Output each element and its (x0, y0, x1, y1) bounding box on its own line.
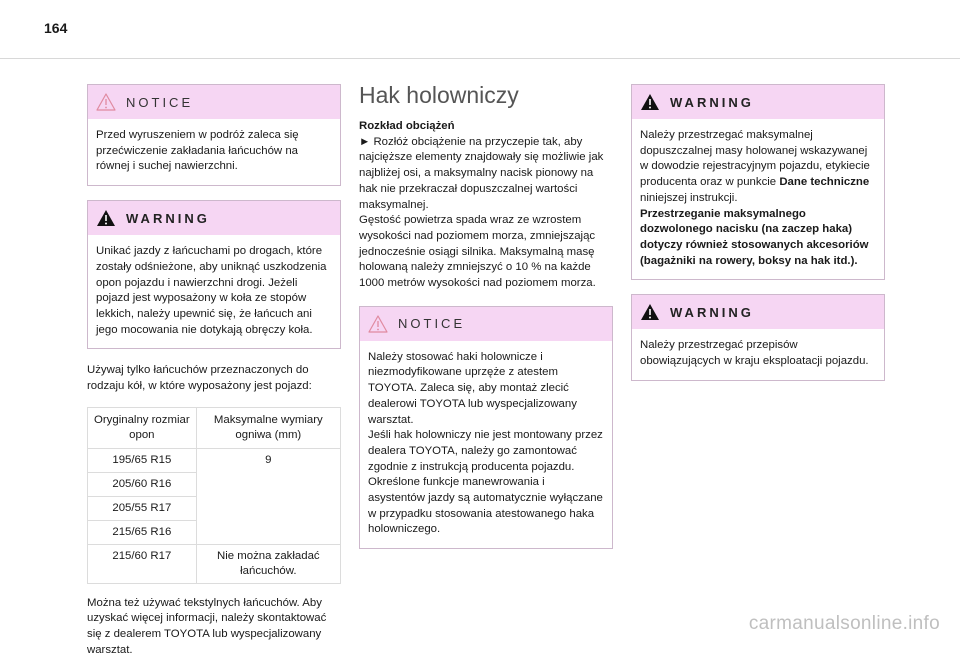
notice-title: NOTICE (398, 316, 466, 332)
table-cell: 195/65 R15 (88, 448, 197, 472)
notice-text: Przed wyruszeniem w podróż zaleca się przećwiczenie zakładania łańcuchów na równej i suchej nawierzchni. (96, 129, 299, 173)
warning-header (632, 85, 884, 119)
warning-title: WARNING (126, 210, 210, 226)
warning-triangle-icon (96, 209, 116, 227)
page-number: 164 (44, 20, 68, 36)
notice-box (359, 306, 613, 549)
warning-box (87, 200, 341, 349)
notice-triangle-icon (368, 315, 388, 333)
warning-text (640, 128, 876, 207)
column-1 (87, 84, 341, 671)
column-2 (359, 82, 613, 563)
table-cell: Nie można zakładać łańcuchów. (196, 544, 340, 583)
table-row (88, 448, 341, 472)
table-cell: 215/60 R17 (88, 544, 197, 583)
warning-title: WARNING (670, 304, 754, 320)
footer-watermark: carmanualsonline.info (748, 613, 940, 634)
column-3 (631, 84, 885, 395)
chains-outro: Można też używać tekstylnych łańcuchów. Aby uzyskać więcej informacji, należy skontaktować się z dealerem TOYOTA lub wyspecjalizowany warsztat. (87, 596, 327, 656)
warning-box (631, 84, 885, 280)
warning-triangle-icon (640, 303, 660, 321)
notice-paragraph: Należy stosować haki holownicze i niezmodyfikowane uprzęże z atestem TOYOTA. Zaleca się, aby montaż zlecić dealerowi TOYOTA lub wyspecjalizowany warsztat. (368, 350, 577, 426)
density-paragraph: Gęstość powietrza spada wraz ze wzrostem wysokości nad poziomem morza, zmniejszając jednocześnie osiągi silnika. Maksymalną masę holowaną należy zmniejszyć o 10 % na każde 1000 metrów wysokości nad poziomem morza. (359, 214, 596, 290)
table-header-row (88, 407, 341, 448)
subheading: Rozkład obciążeń (359, 120, 455, 132)
notice-box (87, 84, 341, 186)
warning-bold-paragraph: Przestrzeganie maksymalnego dozwolonego nacisku (na zaczep haka) dotyczy również stosowanych akcesoriów (bagażniki na rowery, boksy na hak itd.). (640, 207, 869, 267)
notice-paragraph: Określone funkcje manewrowania i asystentów jazdy są automatycznie wyłączane w przypadku stosowania atestowanego haka holowniczego. (368, 476, 603, 536)
load-bullet: ► Rozłóż obciążenie na przyczepie tak, aby najcięższe elementy znajdowały się możliwie jak najbliżej osi, a maksymalny nacisk pionowy na hak nie przekraczał dopuszczalnej wartości maksymalnej. (359, 135, 604, 211)
table-cell: 215/65 R16 (88, 520, 197, 544)
warning-header (632, 295, 884, 329)
table-cell: 9 (196, 448, 340, 544)
warning-text-part: niniejszej instrukcji. (640, 191, 738, 204)
warning-box (631, 294, 885, 380)
notice-paragraph: Jeśli hak holowniczy nie jest montowany przez dealera TOYOTA, należy go zamontować zgodnie z instrukcją producenta pojazdu. (368, 429, 603, 473)
top-divider (0, 58, 960, 59)
warning-title: WARNING (670, 94, 754, 110)
warning-text: Należy przestrzegać przepisów obowiązujących w kraju eksploatacji pojazdu. (640, 339, 869, 368)
warning-header (88, 201, 340, 235)
notice-header (360, 307, 612, 341)
warning-triangle-icon (640, 93, 660, 111)
table-cell: 205/55 R17 (88, 496, 197, 520)
notice-title: NOTICE (126, 94, 194, 110)
table-cell: 205/60 R16 (88, 472, 197, 496)
table-header: Maksymalne wymiary ogniwa (mm) (196, 407, 340, 448)
notice-triangle-icon (96, 93, 116, 111)
table-row (88, 544, 341, 583)
load-distribution-text (359, 119, 613, 292)
chains-intro: Używaj tylko łańcuchów przeznaczonych do rodzaju kół, w które wyposażony jest pojazd: (87, 364, 312, 393)
warning-text-part: Należy przestrzegać maksymalnej dopuszczalnej masy holowanej wskazywanej w dowodzie rejestracyjnym pojazdu, etykiecie producenta oraz w punkcie (640, 129, 870, 189)
section-title: Hak holowniczy (359, 82, 519, 108)
notice-header (88, 85, 340, 119)
table-header: Oryginalny rozmiar opon (88, 407, 197, 448)
technical-data-ref: Dane techniczne (779, 176, 870, 189)
tire-chain-table (87, 407, 341, 584)
warning-text: Unikać jazdy z łańcuchami po drogach, które zostały odśnieżone, aby uniknąć uszkodzenia opon pojazdu i nawierzchni drogi. Jeżeli pojazd jest wyposażony w koła ze stopów lekkich, należy upewnić się, że łańcuch ani jego mocowania nie dotykają obręczy koła. (96, 245, 327, 336)
